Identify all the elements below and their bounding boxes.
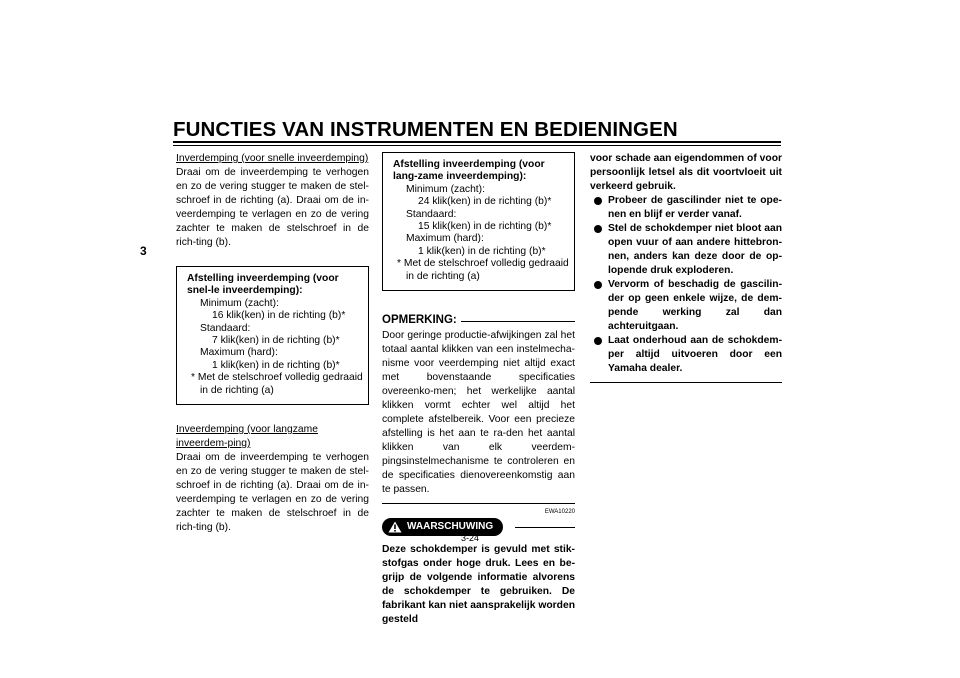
spec-max-label: Maximum (hard): xyxy=(406,233,484,245)
chapter-tab: 3 xyxy=(140,244,147,258)
list-item xyxy=(590,194,782,222)
warning-label: WAARSCHUWING xyxy=(407,521,494,533)
spec-std-label: Standaard: xyxy=(406,208,457,220)
spec-note: * Met de stelschroef volledig gedraaid in de richting (a) xyxy=(397,258,569,282)
note-text: Door geringe productie-afwijkingen zal het totaal aantal klikken van een instelmecha-nisme voor veerdemping niet altijd exact met bovenstaande specificaties overeenko-men; het werkelijke aantal klikken vormt echter wel altijd het complete afstelbereik. Voor een precieze afstelling is het aan te ra-den het aantal klikken van elk veerdem-pingsinstelmechanisme te controleren en de specificaties dienovereenkomstig aan te passen. xyxy=(382,330,575,496)
note-heading: OPMERKING: xyxy=(382,314,457,327)
header-rule-thin xyxy=(173,145,781,146)
section-heading-fast-rebound: Inverdemping (voor snelle inveerdemping) xyxy=(176,153,369,164)
warning-end-rule xyxy=(590,382,782,383)
spec-min-label: Minimum (zacht): xyxy=(200,297,279,309)
warning-badge xyxy=(382,518,503,536)
list-item xyxy=(590,222,782,278)
list-item xyxy=(590,278,782,334)
column-left xyxy=(176,152,369,535)
page-title: FUNCTIES VAN INSTRUMENTEN EN BEDIENINGEN xyxy=(173,118,678,141)
warning-header-rule xyxy=(515,527,575,528)
warning-text-continued: voor schade aan eigendommen of voor persoonlijk letsel als dit voortvloeit uit verkeerd gebruik. xyxy=(590,153,782,192)
spec-std-value: 15 klik(ken) in de richting (b)* xyxy=(418,221,552,233)
note-heading-row xyxy=(382,313,575,327)
spec-box-title: Afstelling inveerdemping (voor lang-zame inveerdemping): xyxy=(393,159,545,183)
header-rule xyxy=(173,141,781,143)
section-heading-slow-rebound: Inveerdemping (voor langzame inveerdem-ping) xyxy=(176,424,318,450)
list-item xyxy=(590,334,782,376)
warning-bullet-list xyxy=(590,194,782,376)
spec-note: * Met de stelschroef volledig gedraaid in de richting (a) xyxy=(191,372,363,396)
spec-max-label: Maximum (hard): xyxy=(200,347,278,359)
list-item-text: Stel de schokdemper niet bloot aan open vuur of aan andere hittebron-nen, anders kan deze door de op-lopende druk exploderen. xyxy=(608,223,782,276)
bullet-icon xyxy=(594,197,602,205)
section-text-slow-rebound: Draai om de inveerdemping te verhogen en zo de vering stugger te maken de stel-schroef in de richting (a). Draai om de in-veerdemping te verlagen en zo de vering zachter te maken de stelschroef in de rich-ting (b). xyxy=(176,452,369,534)
list-item-text: Laat onderhoud aan de schokdem-per altijd uitvoeren door een Yamaha dealer. xyxy=(608,335,782,374)
note-heading-rule xyxy=(461,321,575,322)
bullet-icon xyxy=(594,337,602,345)
spec-std-value: 7 klik(ken) in de richting (b)* xyxy=(212,335,340,347)
spec-std-label: Standaard: xyxy=(200,322,251,334)
warning-triangle-icon xyxy=(388,521,402,533)
list-item-text: Probeer de gascilinder niet te ope-nen en blijf er verder vanaf. xyxy=(608,195,782,220)
page-number: 3-24 xyxy=(461,533,480,543)
warning-text: Deze schokdemper is gevuld met stik-stofgas onder hoge druk. Lees en be-grijp de volgende informatie alvorens de schokdemper te gebruiken. De fabrikant kan niet aansprakelijk worden gesteld xyxy=(382,544,575,626)
warning-top-rule xyxy=(382,503,575,504)
bullet-icon xyxy=(594,225,602,233)
column-right xyxy=(590,152,782,383)
spec-min-label: Minimum (zacht): xyxy=(406,183,485,195)
bullet-icon xyxy=(594,281,602,289)
column-middle xyxy=(382,152,575,627)
spec-max-value: 1 klik(ken) in de richting (b)* xyxy=(418,245,546,257)
list-item-text: Vervorm of beschadig de gascilin-der op geen enkele wijze, de dem-pende werking zal dan achteruitgaan. xyxy=(608,279,782,332)
spec-box-slow-rebound xyxy=(382,152,575,291)
spec-min-value: 24 klik(ken) in de richting (b)* xyxy=(418,196,552,208)
spec-min-value: 16 klik(ken) in de richting (b)* xyxy=(212,310,346,322)
spec-max-value: 1 klik(ken) in de richting (b)* xyxy=(212,359,340,371)
warning-code: EWA10220 xyxy=(544,509,575,516)
spec-box-title: Afstelling inveerdemping (voor snel-le inveerdemping): xyxy=(187,273,339,297)
spec-box-fast-rebound xyxy=(176,266,369,405)
section-text-fast-rebound: Draai om de inveerdemping te verhogen en zo de vering stugger te maken de stel-schroef in de richting (a). Draai om de in-veerdemping te verlagen en zo de vering zachter te maken de stelschroef in de rich-ting (b). xyxy=(176,167,369,248)
